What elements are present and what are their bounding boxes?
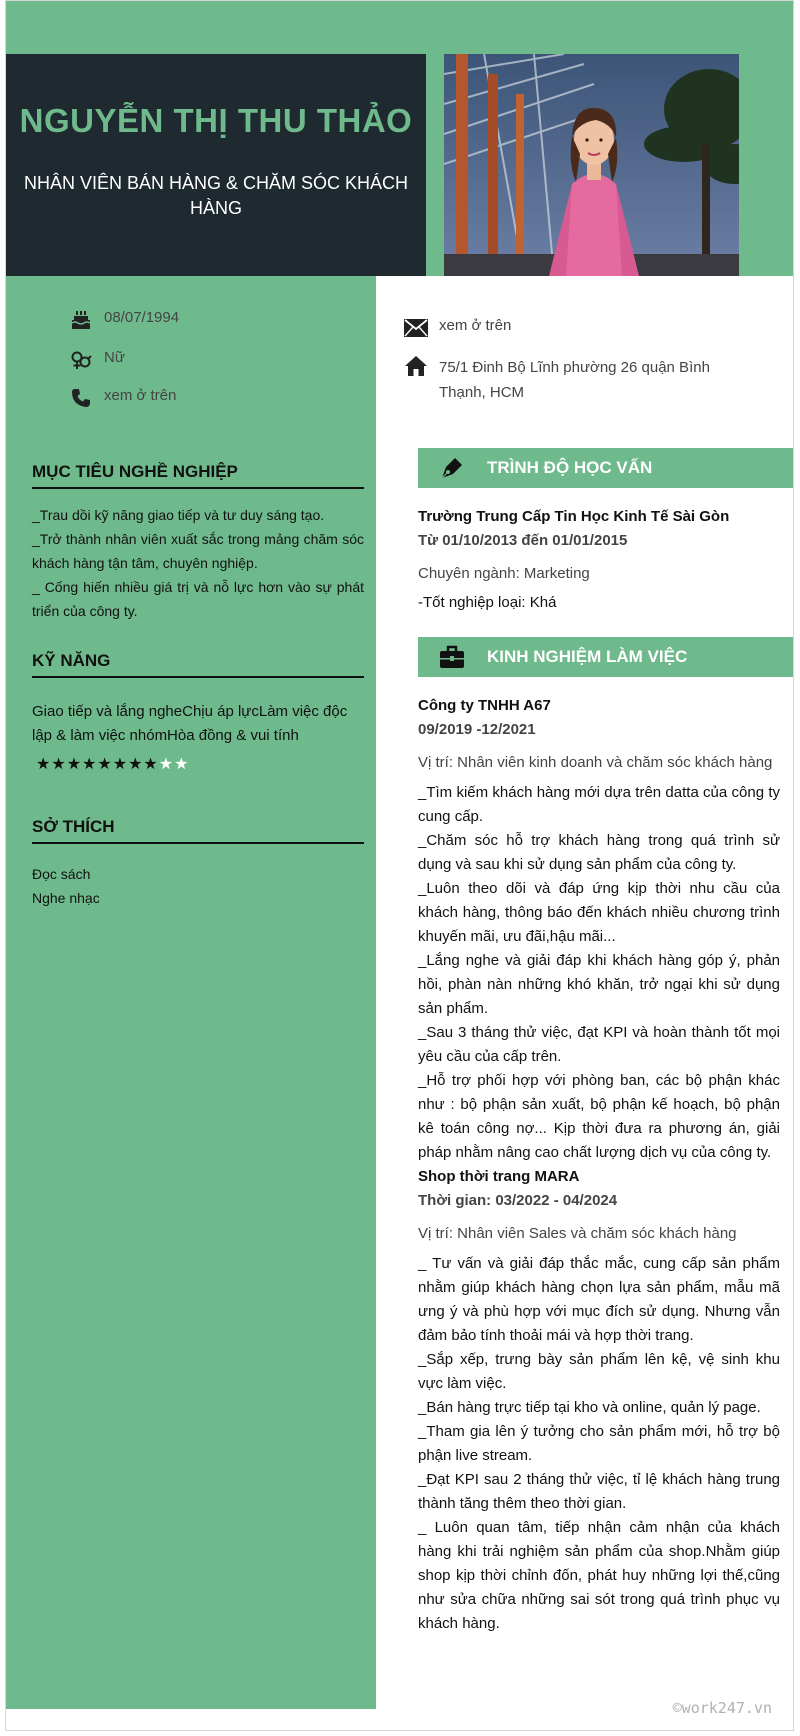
job-title: NHÂN VIÊN BÁN HÀNG & CHĂM SÓC KHÁCH HÀNG: [23, 173, 409, 218]
gender-value: Nữ: [104, 349, 125, 366]
skill-rating: [36, 757, 188, 773]
hobbies-list: [32, 862, 364, 910]
job-1-position: Vị trí: Nhân viên kinh doanh và chăm sóc khách hàng: [418, 754, 773, 771]
phone-value: xem ở trên: [104, 387, 177, 404]
cv-page: [5, 0, 794, 1731]
star-filled-icon: ★: [82, 756, 97, 773]
star-filled-icon: ★: [143, 756, 158, 773]
phone-icon: [68, 387, 94, 409]
job-1-duty: _Sau 3 tháng thử việc, đạt KPI và hoàn thành tốt mọi yêu cầu của cấp trên.: [418, 1024, 780, 1065]
star-empty-icon: ★: [158, 756, 174, 773]
objective-text: [32, 503, 364, 623]
job-1-duty: _Lắng nghe và giải đáp khi khách hàng góp ý, phản hồi, phàn nàn những khó khăn, trở ngại khi sử dụng sản phẩm.: [418, 952, 780, 1017]
education-major: Chuyên ngành: Marketing: [418, 565, 590, 582]
star-filled-icon: ★: [128, 756, 143, 773]
experience-heading-bar: [418, 637, 794, 677]
job-2-duty: _Bán hàng trực tiếp tại kho và online, quản lý page.: [418, 1399, 761, 1416]
job-2-duty: _Tham gia lên ý tưởng cho sản phẩm mới, hỗ trợ bộ phận live stream.: [418, 1423, 780, 1464]
job-1-duty: _Chăm sóc hỗ trợ khách hàng trong quá trình sử dụng và sau khi sử dụng sản phẩm của công ty.: [418, 832, 780, 873]
objective-line: _ Cống hiến nhiều giá trị và nỗ lực hơn vào sự phát triển của công ty.: [32, 579, 364, 619]
email-row: [403, 317, 511, 339]
address-row: [403, 355, 753, 405]
star-filled-icon: ★: [112, 756, 128, 773]
job-2-duty: _Sắp xếp, trưng bày sản phẩm lên kệ, vệ sinh khu vực làm việc.: [418, 1351, 780, 1392]
candidate-name: NGUYỄN THỊ THU THẢO: [19, 102, 413, 139]
job-2-duty: _Đạt KPI sau 2 tháng thử việc, tỉ lệ khách hàng trung thành tăng thêm theo thời gian.: [418, 1471, 780, 1512]
birthday-cake-icon: [68, 309, 94, 331]
profile-photo: [444, 54, 739, 276]
header-box: [6, 54, 426, 276]
hobby-item: Nghe nhạc: [32, 890, 100, 906]
job-1-duty: _Luôn theo dõi và đáp ứng kịp thời nhu cầu của khách hàng, thông báo đến khách nhiều chương trình khuyến mãi, ưu đãi,hậu mãi...: [418, 880, 780, 945]
birthday-row: [68, 309, 179, 331]
objective-title: MỤC TIÊU NGHỀ NGHIỆP: [32, 462, 364, 489]
education-heading-bar: [418, 448, 794, 488]
job-2-duty: _ Tư vấn và giải đáp thắc mắc, cung cấp sản phẩm nhằm giúp khách hàng chọn lựa sản phẩm, mẫu mã ưng ý và phù hợp với mục đích sử dụng. Nhưng vẫn đảm bảo tính thoải mái và hợp thời trang.: [418, 1255, 780, 1344]
education-school: Trường Trung Cấp Tin Học Kinh Tế Sài Gòn: [418, 508, 730, 525]
pen-icon: [432, 448, 472, 488]
skills-text: Giao tiếp và lắng ngheChịu áp lựcLàm việc độc lập & làm việc nhómHòa đồng & vui tính: [32, 703, 348, 744]
education-heading: TRÌNH ĐỘ HỌC VẤN: [487, 458, 653, 477]
star-empty-icon: ★: [174, 756, 189, 773]
job-1-company: Công ty TNHH A67: [418, 697, 551, 714]
job-1-duties: [418, 781, 780, 1165]
star-filled-icon: ★: [36, 756, 51, 773]
address-value: 75/1 Đinh Bộ Lĩnh phường 26 quận Bình Thạnh, HCM: [439, 359, 710, 401]
hobby-item: Đọc sách: [32, 866, 91, 882]
job-1-period: 09/2019 -12/2021: [418, 721, 536, 738]
job-1-duty: _Hỗ trợ phối hợp với phòng ban, các bộ phận khác như : bộ phận sản xuất, bộ phận kế hoạch, bộ phận kê toán công nợ... Kịp thời đưa ra phương án, giải pháp nhằm nâng cao chất lượng dịch vụ của công ty.: [418, 1072, 780, 1161]
watermark: ©work247.vn: [672, 1699, 772, 1717]
education-period: Từ 01/10/2013 đến 01/01/2015: [418, 532, 628, 549]
education-grade: -Tốt nghiệp loại: Khá: [418, 594, 557, 611]
job-2-period: Thời gian: 03/2022 - 04/2024: [418, 1192, 618, 1209]
skills-title: KỸ NĂNG: [32, 651, 364, 678]
hobbies-title: SỞ THÍCH: [32, 817, 364, 844]
objective-line: _Trau dồi kỹ năng giao tiếp và tư duy sáng tạo.: [32, 507, 325, 523]
job-2-position: Vị trí: Nhân viên Sales và chăm sóc khách hàng: [418, 1225, 737, 1242]
phone-row: [68, 387, 176, 409]
job-2-duty: _ Luôn quan tâm, tiếp nhận cảm nhận của khách hàng khi trải nghiệm sản phẩm của shop.Nhằm giúp shop kịp thời chỉnh đốn, phát huy những lợi thế,cũng như sửa chữa những sai sót trong quá trình phục vụ khách hàng.: [418, 1519, 780, 1632]
briefcase-icon: [432, 637, 472, 677]
star-filled-icon: ★: [66, 756, 82, 773]
gender-row: [68, 349, 125, 371]
objective-line: _Trở thành nhân viên xuất sắc trong mảng chăm sóc khách hàng tận tâm, chuyên nghiệp.: [32, 531, 364, 571]
job-1-duty: _Tìm kiếm khách hàng mới dựa trên datta của công ty cung cấp.: [418, 784, 780, 825]
experience-heading: KINH NGHIỆM LÀM VIỆC: [487, 647, 688, 666]
home-icon: [403, 355, 429, 377]
birthday-value: 08/07/1994: [104, 309, 180, 326]
email-value: xem ở trên: [439, 317, 512, 334]
job-2-duties: [418, 1252, 780, 1636]
left-sidebar: [6, 276, 376, 1709]
star-filled-icon: ★: [51, 756, 66, 773]
gender-icon: [68, 349, 94, 371]
envelope-icon: [403, 317, 429, 339]
job-2-company: Shop thời trang MARA: [418, 1168, 580, 1185]
star-filled-icon: ★: [97, 756, 112, 773]
